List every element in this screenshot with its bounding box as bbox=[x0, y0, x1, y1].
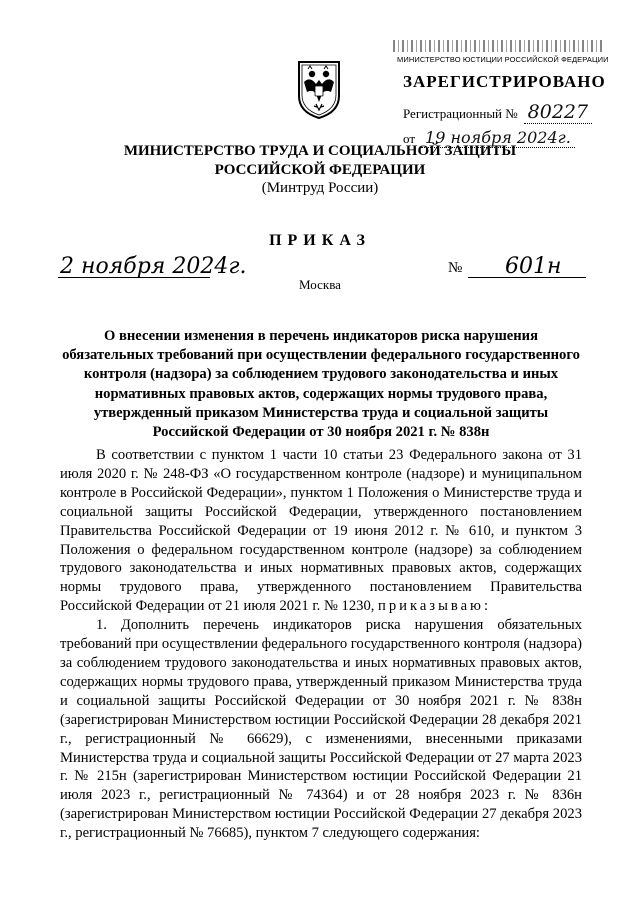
document-type: ПРИКАЗ bbox=[269, 232, 371, 249]
stamp-date-prefix: от bbox=[403, 131, 416, 146]
ministry-short-name: (Минтруд России) bbox=[261, 180, 379, 196]
stamp-reg-number: 80227 bbox=[524, 101, 592, 124]
document-body bbox=[60, 446, 582, 843]
document-title: О внесении изменения в перечень индикаторов риска нарушения обязательных требований при осуществлении федерального государственного контроля (надзора) за соблюдением трудового законодательства и иных нормативных правовых актов, содержащих нормы трудового права, утвержденный приказом Министерства труда и социальной защиты Российской Федерации от 30 ноября 2021 г. № 838н bbox=[62, 328, 580, 441]
stamp-date: 19 ноября 2024г. bbox=[421, 128, 575, 148]
ministry-name-line1: МИНИСТЕРСТВО ТРУДА И СОЦИАЛЬНОЙ ЗАЩИТЫ bbox=[123, 143, 517, 159]
stamp-border bbox=[393, 40, 603, 52]
order-date: 2 ноября 2024г. bbox=[60, 254, 247, 279]
ministry-name-line2: РОССИЙСКОЙ ФЕДЕРАЦИИ bbox=[214, 162, 426, 178]
order-number: 601н bbox=[505, 254, 562, 279]
stamp-title: ЗАРЕГИСТРИРОВАНО bbox=[403, 72, 606, 91]
paragraph-item-1: 1. Дополнить перечень индикаторов риска нарушения обязательных требований при осуществлении федерального государственного контроля (надзора) за соблюдением трудового законодательства и иных нормативных правовых актов, содержащих нормы трудового права, утвержденный приказом Министерства труда и социальной защиты Российской Федерации от 30 ноября 2021 г. № 838н (зарегистрирован Министерством юстиции Российской Федерации 28 декабря 2021 г., регистрационный № 66629), с изменениями, внесенными приказами Министерства труда и социальной защиты Российской Федерации от 27 марта 2023 г. № 215н (зарегистрирован Министерством юстиции Российской Федерации 21 июля 2023 г., регистрационный № 74364) и от 28 ноября 2023 г. № 836н (зарегистрирован Министерством юстиции Российской Федерации 27 декабря 2023 г., регистрационный № 76685), пунктом 7 следующего содержания: bbox=[60, 617, 582, 842]
registration-stamp bbox=[393, 40, 609, 152]
ministry-name bbox=[0, 142, 640, 180]
city: Москва bbox=[299, 277, 341, 292]
order-word: приказываю: bbox=[378, 598, 492, 615]
stamp-reg-row bbox=[403, 101, 592, 124]
order-number-label: № bbox=[448, 260, 463, 276]
stamp-reg-label: Регистрационный № bbox=[403, 106, 518, 121]
paragraph-preamble bbox=[60, 446, 582, 616]
stamp-ministry: МИНИСТЕРСТВО ЮСТИЦИИ РОССИЙСКОЙ ФЕДЕРАЦИИ bbox=[397, 55, 609, 64]
coat-of-arms-icon bbox=[293, 58, 345, 120]
preamble-text: В соответствии с пунктом 1 части 10 статьи 23 Федерального закона от 31 июля 2020 г. № 248-ФЗ «О государственном контроле (надзоре) и муниципальном контроле в Российской Федерации», пунктом 1 Положения о Министерстве труда и социальной защиты Российской Федерации, утвержденного постановлением Правительства Российской Федерации от 19 июня 2012 г. № 610, и пунктом 3 Положения о федеральном государственном контроле (надзоре) за соблюдением трудового законодательства и иных нормативных правовых актов, содержащих нормы трудового права, утвержденного постановлением Правительства Российской Федерации от 21 июля 2021 г. № 1230, bbox=[60, 447, 582, 615]
